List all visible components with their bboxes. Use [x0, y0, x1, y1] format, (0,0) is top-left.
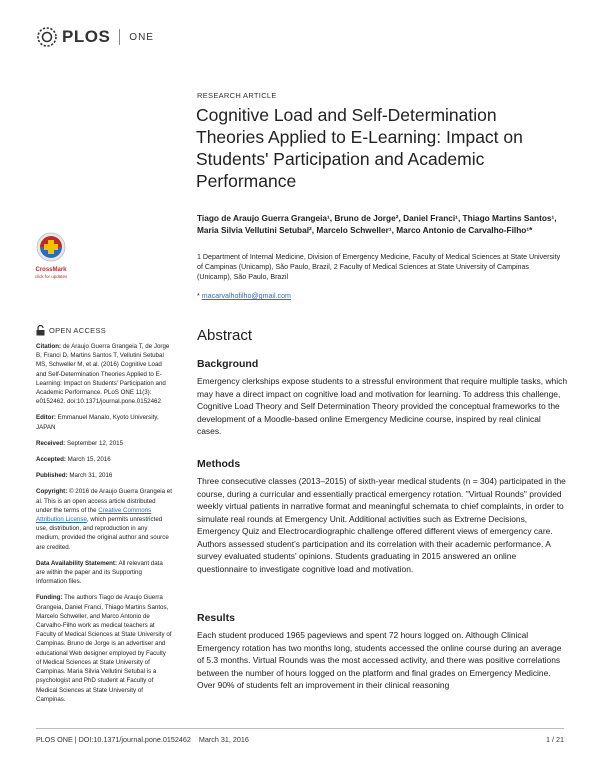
open-access-badge — [36, 325, 106, 336]
crossmark-badge[interactable] — [34, 232, 68, 279]
citation: Citation: de Araujo Guerra Grangeia T, de Jorge B, Franci D, Martins Santos T, Vellutini Setubal MS, Schweller M, et al. (2016) Cognitive Load and Self-Determination Theories Applied to E-Learning: Impact on Students' Participation and Academic Performance. PLoS ONE 11(3): e0152462. doi:10.1371/journal.pone.0152462 — [36, 343, 170, 406]
background-heading: Background — [197, 358, 259, 370]
abstract-heading: Abstract — [197, 327, 253, 344]
methods-heading: Methods — [197, 458, 241, 470]
received-date: Received: September 12, 2015 — [36, 439, 124, 447]
footer-citation: PLOS ONE | DOI:10.1371/journal.pone.0152462 March 31, 2016 — [36, 735, 249, 744]
results-text: Each student produced 1965 pageviews and spent 72 hours logged on. Although Clinical Emergency rotation has two months long, students accessed the online course during an average of 5.3 months. Virtual Rounds was the most accessed activity, and there was positive correlations between the number of hours logged on the platform and final grades on Emergency Medicine. Over 90% of students felt an improvement in their clinical reasoning — [197, 630, 562, 690]
methods-text: Three consecutive classes (2013–2015) of sixth-year medical students (n = 304) participated in the course, during a curricular and essentially practical emergency rotation. "Virtual Rounds" provided weekly virtual patients in narrative format and meaningful schemata to chief complaints, in order to simulate real rounds at Emergency Unit. Additional activities such as Extreme Decisions, Emergency Quiz and Electrocardiographic challenge offered different views of emergency care. Authors assessed student's participation and its correlation with their academic performance. A survey evaluated students' opinions. Students graduating in 2015 answered an online questionnaire to investigate cognitive load and motivation. — [197, 476, 566, 574]
open-lock-icon — [36, 325, 45, 336]
page-number: 1 / 21 — [546, 735, 564, 744]
corresponding-author — [197, 292, 291, 300]
logo-journal: ONE — [129, 31, 154, 43]
accepted-date: Accepted: March 15, 2016 — [36, 456, 111, 464]
author-list: Tiago de Araujo Guerra Grangeia¹, Bruno de Jorge², Daniel Franci¹, Thiago Martins Santos¹, Maria Silvia Vellutini Setubal², Marcelo Schweller¹, Marco Antonio de Carvalho-Filho¹* — [197, 213, 557, 235]
corresp-mark: * — [197, 292, 200, 300]
affiliations: 1 Department of Internal Medicine, Division of Emergency Medicine, Faculty of Medical Sciences at State University of Campinas (Unicamp), São Paulo, Brazil, 2 Faculty of Medical Sciences at State University of Campinas (Unicamp), São Paulo, Brazil — [197, 253, 561, 281]
crossmark-sublabel: click for updates — [34, 274, 68, 279]
license-link[interactable]: Creative Commons Attribution License — [36, 506, 152, 524]
funding: Funding: The authors Tiago de Araujo Guerra Grangeia, Daniel Franci, Thiago Martins Santos, Marcelo Schweller, and Marco Antonio de Carvalho-Filho work as medical teachers at Faculty of Medical Sciences at State University of Campinas. Bruno de Jorge is an advertiser and educational Web designer employed by Faculty of Medical Sciences at State University of Campinas. Maria Silvia Vellutini Setubal is a psychologist and PhD student at Faculty of Medical Sciences at State University of Campinas. — [36, 594, 172, 703]
article-title: Cognitive Load and Self-Determination Theories Applied to E-Learning: Impact on Students' Participation and Academic Performance — [196, 105, 523, 191]
results-heading: Results — [197, 612, 235, 624]
crossmark-label: CrossMark — [35, 267, 67, 273]
copyright: Copyright: © 2016 de Araujo Guerra Grangeia et al. This is an open access article distributed under the terms of the Creative Commons Attribution License, which permits unrestricted use, distribution, and reproduction in any medium, provided the original author and source are credited. — [36, 488, 172, 551]
footer-divider — [36, 728, 564, 729]
crossmark-icon — [36, 232, 66, 262]
article-type: RESEARCH ARTICLE — [197, 91, 277, 100]
published-date: Published: March 31, 2016 — [36, 472, 113, 480]
logo-divider — [119, 29, 120, 45]
data-availability: Data Availability Statement: All relevant data are within the paper and its Supporting Information files. — [36, 559, 163, 586]
article-metadata-sidebar — [36, 342, 172, 711]
open-access-label: OPEN ACCESS — [49, 326, 107, 335]
logo-text: PLOS — [62, 27, 111, 46]
editor: Editor: Emmanuel Manalo, Kyoto University, JAPAN — [36, 414, 159, 431]
corresp-email-link[interactable]: macarvalhofilho@gmail.com — [201, 292, 291, 300]
plos-logo-icon — [36, 26, 58, 48]
background-text: Emergency clerkships expose students to a stressful environment that require multiple tasks, which may have a direct impact on cognitive load and motivation for learning. To address this challenge, Cognitive Load Theory and Self Determination Theory provided the conceptual frameworks to the development of a Moodle-based online Emergency Medicine course, inspired by real clinical cases. — [197, 376, 568, 436]
plos-one-logo[interactable] — [36, 26, 154, 48]
